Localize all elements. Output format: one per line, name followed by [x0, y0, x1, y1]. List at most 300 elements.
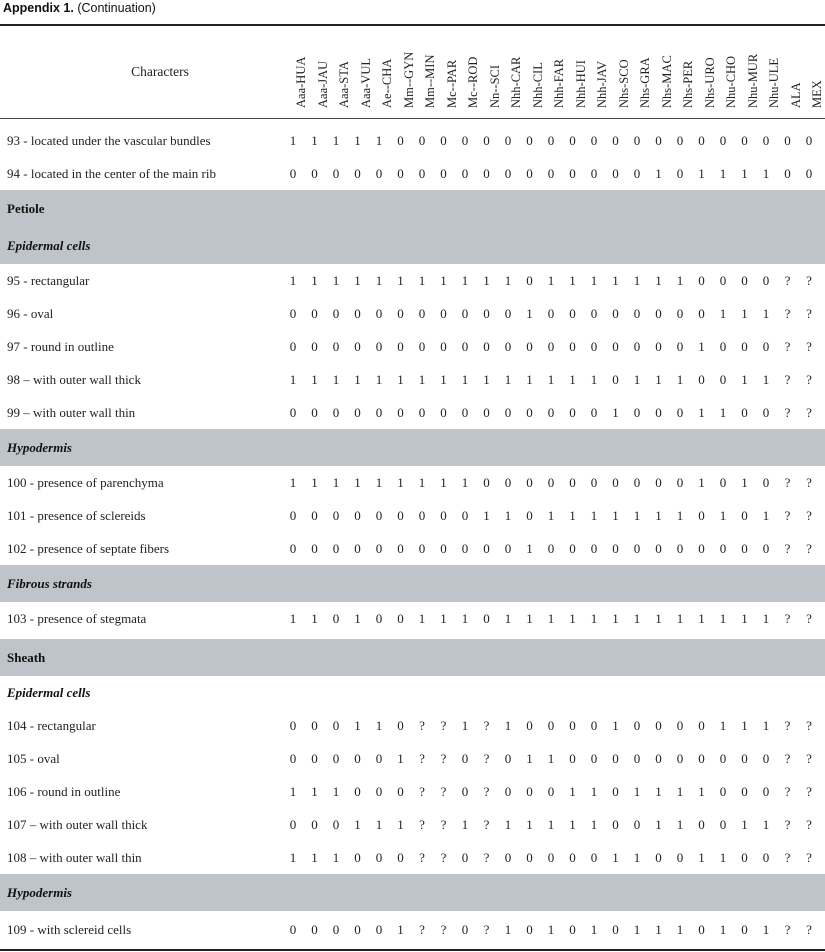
table-cell: 1 [397, 751, 404, 766]
table-cell: 0 [590, 718, 598, 733]
table-cell: 0 [354, 405, 361, 420]
table-cell: 0 [633, 133, 641, 148]
table-cell: 0 [655, 475, 662, 490]
table-bottom-rule [0, 949, 825, 951]
table-cell: 0 [633, 751, 641, 766]
table-cell: 0 [354, 508, 361, 523]
table-cell: 1 [332, 850, 340, 865]
table-cell: 0 [397, 133, 404, 148]
table-cell: 0 [569, 751, 576, 766]
table-cell: 1 [311, 133, 318, 148]
table-cell: 0 [741, 922, 748, 937]
table-cell: 0 [397, 611, 404, 626]
table-cell: 1 [418, 611, 426, 626]
table-cell: 1 [332, 372, 340, 387]
table-cell: 0 [504, 166, 512, 181]
table-cell: ? [806, 611, 812, 626]
table-cell: 1 [676, 372, 684, 387]
table-cell: 0 [676, 475, 684, 490]
table-cell: 0 [461, 541, 469, 556]
table-cell: 1 [397, 273, 404, 288]
table-cell: 0 [311, 817, 318, 832]
table-cell: 0 [332, 751, 340, 766]
table-cell: 0 [311, 405, 318, 420]
table-cell: 1 [418, 372, 426, 387]
table-cell: 1 [504, 817, 512, 832]
table-cell: 1 [461, 718, 469, 733]
table-cell: 0 [375, 405, 383, 420]
table-cell: 1 [762, 372, 770, 387]
table-cell: 1 [741, 306, 748, 321]
table-cell: 0 [332, 339, 340, 354]
table-cell: 1 [719, 166, 727, 181]
table-cell: 0 [397, 306, 404, 321]
table-cell: 1 [741, 718, 748, 733]
table-cell: 0 [483, 405, 490, 420]
table-cell: 0 [526, 166, 533, 181]
table-cell: 0 [461, 850, 469, 865]
table-cell: 0 [504, 475, 512, 490]
table-cell: 0 [762, 541, 770, 556]
section-band [0, 190, 825, 227]
table-cell: 0 [375, 850, 383, 865]
table-cell: ? [806, 541, 812, 556]
table-cell: 0 [741, 405, 748, 420]
table-cell: ? [784, 273, 791, 288]
table-row [0, 297, 825, 330]
table-cell: 0 [504, 541, 512, 556]
table-cell: 0 [504, 751, 512, 766]
table-cell: 1 [483, 508, 490, 523]
table-cell: ? [419, 922, 425, 937]
table-cell: 0 [354, 784, 361, 799]
table-cell: 0 [655, 850, 662, 865]
table-cell: ? [419, 817, 425, 832]
table-cell: 1 [418, 475, 426, 490]
table-cell: 1 [547, 508, 555, 523]
table-cell: 1 [354, 475, 361, 490]
table-cell: 1 [289, 273, 297, 288]
table-cell: 0 [526, 508, 533, 523]
table-cell: 0 [719, 817, 727, 832]
table-cell: 0 [418, 405, 426, 420]
table-cell: ? [784, 751, 791, 766]
table-cell: 0 [483, 541, 490, 556]
column-header: Mc--ROD [466, 56, 480, 108]
table-cell: 1 [289, 475, 297, 490]
table-cell: 1 [655, 922, 662, 937]
table-cell: 0 [397, 508, 404, 523]
table-cell: 1 [676, 817, 684, 832]
table-cell: 1 [698, 784, 705, 799]
table-caption [3, 1, 156, 17]
table-cell: 1 [676, 508, 684, 523]
caption-subtitle: (Continuation) [77, 1, 156, 15]
table-cell: 0 [440, 306, 447, 321]
table-cell: 0 [590, 475, 598, 490]
table-cell: 1 [590, 372, 598, 387]
table-cell: 1 [311, 475, 318, 490]
section-band [0, 429, 825, 466]
table-cell: 1 [698, 339, 705, 354]
table-cell: 0 [762, 273, 770, 288]
table-cell: 0 [311, 751, 318, 766]
table-cell: 0 [676, 541, 684, 556]
table-cell: 0 [612, 475, 619, 490]
table-cell: ? [806, 475, 812, 490]
table-cell: 0 [375, 166, 383, 181]
table-cell: 1 [461, 273, 469, 288]
character-label: 93 - located under the vascular bundles [7, 133, 211, 148]
table-cell: 0 [719, 541, 727, 556]
table-cell: ? [784, 817, 791, 832]
table-cell: 1 [569, 273, 576, 288]
column-header: Nhs-SCO [616, 59, 631, 108]
column-header: Nhs-PER [681, 60, 695, 108]
table-cell: 0 [719, 475, 727, 490]
table-cell: 1 [633, 372, 641, 387]
character-label: 97 - round in outline [7, 339, 114, 354]
table-cell: 0 [547, 850, 555, 865]
section-label: Hypodermis [7, 440, 72, 455]
table-cell: 1 [397, 817, 404, 832]
table-cell: 1 [289, 611, 297, 626]
table-cell: 0 [375, 611, 383, 626]
table-cell: 0 [676, 718, 684, 733]
table-cell: 0 [612, 166, 619, 181]
section-band [0, 565, 825, 602]
table-cell: 0 [332, 306, 340, 321]
table-row [0, 330, 825, 363]
section-band [0, 227, 825, 264]
caption-title: Appendix 1. [3, 1, 74, 15]
table-cell: 1 [612, 611, 619, 626]
table-cell: 1 [655, 372, 662, 387]
table-cell: 0 [698, 306, 705, 321]
table-cell: 0 [633, 817, 641, 832]
table-cell: 0 [332, 541, 340, 556]
table-cell: 0 [526, 339, 533, 354]
table-cell: 1 [440, 273, 447, 288]
table-cell: 0 [590, 541, 598, 556]
table-cell: 1 [440, 372, 447, 387]
table-cell: 0 [569, 475, 576, 490]
table-cell: 0 [741, 751, 748, 766]
table-row [0, 264, 825, 297]
table-cell: 0 [805, 166, 813, 181]
table-cell: 1 [440, 611, 447, 626]
table-cell: 0 [418, 339, 426, 354]
characters-column-header: Characters [131, 64, 189, 79]
table-cell: 1 [547, 372, 555, 387]
column-header: Aaa-HUA [294, 56, 308, 108]
table-cell: 0 [676, 751, 684, 766]
table-cell: 1 [311, 784, 318, 799]
subsection-label: Epidermal cells [7, 685, 91, 700]
table-cell: 1 [590, 508, 598, 523]
table-cell: ? [784, 372, 791, 387]
table-cell: ? [784, 339, 791, 354]
table-cell: 0 [762, 850, 770, 865]
character-label: 102 - presence of septate fibers [7, 541, 170, 556]
table-row [0, 841, 825, 874]
table-cell: 0 [719, 751, 727, 766]
table-cell: 0 [741, 273, 748, 288]
table-cell: 0 [418, 541, 426, 556]
column-header: ALA [788, 82, 803, 108]
table-cell: 1 [461, 817, 469, 832]
table-cell: 0 [483, 133, 490, 148]
table-cell: 1 [590, 817, 598, 832]
column-header: Mm--GYN [401, 51, 416, 108]
table-cell: 0 [311, 922, 318, 937]
table-cell: 1 [569, 611, 576, 626]
table-cell: ? [483, 817, 490, 832]
table-cell: 0 [461, 306, 469, 321]
table-cell: 0 [569, 850, 576, 865]
table-cell: 0 [719, 133, 727, 148]
table-cell: 0 [676, 850, 684, 865]
table-cell: 0 [311, 541, 318, 556]
table-cell: 0 [719, 372, 727, 387]
table-cell: 1 [698, 166, 705, 181]
table-cell: 1 [719, 405, 727, 420]
table-top-rule [0, 24, 825, 26]
table-cell: ? [806, 306, 812, 321]
table-cell: 1 [741, 475, 748, 490]
table-row [0, 157, 825, 190]
table-cell: 0 [440, 166, 447, 181]
table-cell: 1 [354, 372, 361, 387]
table-cell: 0 [483, 166, 490, 181]
table-cell: 0 [633, 306, 641, 321]
table-cell: 0 [569, 306, 576, 321]
table-cell: 0 [504, 784, 512, 799]
table-cell: 1 [440, 475, 447, 490]
table-cell: ? [806, 508, 812, 523]
table-cell: 0 [311, 718, 318, 733]
table-cell: 0 [289, 339, 297, 354]
table-cell: 0 [461, 922, 469, 937]
column-header: MEX [810, 80, 824, 108]
table-cell: 1 [612, 405, 619, 420]
table-cell: 0 [332, 166, 340, 181]
table-cell: 0 [547, 405, 555, 420]
table-cell: 1 [354, 718, 361, 733]
table-cell: 1 [741, 166, 748, 181]
table-cell: 0 [461, 784, 469, 799]
subsection-row [0, 676, 825, 709]
column-header: Nhh-CIL [530, 62, 545, 108]
table-cell: ? [806, 372, 812, 387]
table-cell: ? [483, 850, 490, 865]
table-cell: ? [419, 718, 425, 733]
table-cell: 1 [762, 922, 770, 937]
table-cell: ? [440, 850, 447, 865]
table-cell: 1 [547, 817, 555, 832]
table-cell: ? [784, 850, 791, 865]
table-cell: 0 [289, 541, 297, 556]
table-cell: 1 [483, 273, 490, 288]
table-cell: 0 [354, 306, 361, 321]
table-cell: 1 [655, 273, 662, 288]
table-cell: 0 [569, 133, 576, 148]
table-cell: 1 [762, 508, 770, 523]
table-row [0, 775, 825, 808]
table-cell: 0 [354, 751, 361, 766]
table-cell: 0 [590, 166, 598, 181]
table-cell: 1 [590, 922, 598, 937]
table-cell: 0 [418, 166, 426, 181]
table-cell: 0 [633, 541, 641, 556]
table-cell: 0 [633, 339, 641, 354]
table-cell: 0 [676, 405, 684, 420]
table-cell: 1 [504, 718, 512, 733]
table-cell: 0 [741, 339, 748, 354]
table-cell: 1 [612, 508, 619, 523]
table-cell: 0 [461, 166, 469, 181]
table-cell: 1 [418, 273, 426, 288]
table-cell: ? [806, 718, 812, 733]
table-cell: 0 [741, 133, 748, 148]
table-cell: 1 [332, 273, 340, 288]
table-cell: ? [806, 273, 812, 288]
table-cell: 0 [375, 922, 383, 937]
table-cell: 1 [655, 611, 662, 626]
table-cell: 1 [526, 751, 533, 766]
table-cell: 0 [698, 273, 705, 288]
table-cell: 1 [569, 817, 576, 832]
table-cell: 1 [676, 273, 684, 288]
table-cell: 0 [569, 405, 576, 420]
table-cell: 0 [375, 306, 383, 321]
table-cell: 1 [719, 922, 727, 937]
character-label: 109 - with sclereid cells [7, 922, 132, 937]
table-cell: 1 [633, 273, 641, 288]
table-cell: 0 [547, 339, 555, 354]
table-cell: 1 [569, 784, 576, 799]
table-cell: ? [483, 784, 490, 799]
table-row [0, 532, 825, 565]
character-label: 98 – with outer wall thick [7, 372, 141, 387]
table-cell: 1 [311, 850, 318, 865]
table-cell: 1 [569, 372, 576, 387]
table-cell: 0 [526, 475, 533, 490]
table-cell: ? [483, 718, 490, 733]
table-cell: 0 [311, 306, 318, 321]
table-cell: 1 [719, 611, 727, 626]
table-cell: 0 [289, 922, 297, 937]
table-cell: 0 [612, 306, 619, 321]
table-cell: 1 [741, 817, 748, 832]
table-cell: ? [440, 817, 447, 832]
table-cell: ? [806, 922, 812, 937]
table-cell: 0 [741, 508, 748, 523]
table-cell: 1 [354, 133, 361, 148]
section-label: Fibrous strands [7, 576, 92, 591]
table-cell: 0 [569, 166, 576, 181]
table-cell: 0 [741, 541, 748, 556]
table-cell: 0 [289, 166, 297, 181]
section-band [0, 639, 825, 676]
table-cell: 0 [633, 475, 641, 490]
table-cell: 0 [784, 166, 791, 181]
table-cell: 0 [590, 405, 598, 420]
table-cell: ? [419, 751, 425, 766]
table-cell: 1 [741, 611, 748, 626]
table-cell: ? [440, 922, 447, 937]
table-cell: 1 [332, 475, 340, 490]
table-cell: ? [784, 508, 791, 523]
table-cell: 1 [698, 475, 705, 490]
table-cell: 1 [526, 611, 533, 626]
table-cell: 1 [698, 611, 705, 626]
table-cell: 0 [655, 133, 662, 148]
table-cell: 0 [547, 475, 555, 490]
table-cell: 0 [526, 922, 533, 937]
column-header: Aaa-STA [337, 61, 351, 108]
table-cell: 0 [762, 475, 770, 490]
table-cell: 1 [719, 508, 727, 523]
table-cell: 0 [612, 817, 619, 832]
column-header: Nn--SCI [487, 64, 502, 108]
table-cell: 1 [311, 611, 318, 626]
table-cell: ? [419, 850, 425, 865]
table-cell: 1 [504, 611, 512, 626]
table-cell: 0 [375, 541, 383, 556]
table-cell: 0 [483, 339, 490, 354]
table-row [0, 363, 825, 396]
table-cell: 1 [633, 922, 641, 937]
column-header: Nhu-MUR [745, 53, 760, 108]
table-cell: 1 [375, 475, 383, 490]
column-header: Nhs-GRA [638, 57, 652, 108]
table-cell: 0 [805, 133, 813, 148]
table-cell: 0 [461, 508, 469, 523]
table-cell: 0 [375, 339, 383, 354]
table-cell: 0 [526, 718, 533, 733]
table-cell: 0 [547, 541, 555, 556]
table-cell: 0 [289, 306, 297, 321]
table-cell: 1 [655, 166, 662, 181]
table-cell: 1 [504, 273, 512, 288]
table-cell: 0 [655, 405, 662, 420]
table-cell: 0 [547, 306, 555, 321]
table-cell: ? [440, 751, 447, 766]
table-cell: 0 [698, 751, 705, 766]
table-cell: 0 [526, 405, 533, 420]
column-header: Nhs-MAC [659, 55, 674, 108]
table-cell: 0 [354, 166, 361, 181]
table-cell: 1 [504, 508, 512, 523]
table-cell: 1 [676, 611, 684, 626]
table-cell: 0 [311, 508, 318, 523]
table-cell: 0 [526, 850, 533, 865]
table-cell: 0 [676, 339, 684, 354]
table-cell: 1 [719, 306, 727, 321]
character-label: 106 - round in outline [7, 784, 121, 799]
table-cell: 0 [655, 339, 662, 354]
table-cell: 0 [547, 718, 555, 733]
table-cell: 0 [354, 850, 361, 865]
table-cell: 1 [590, 784, 598, 799]
table-cell: 0 [762, 133, 770, 148]
table-cell: 0 [569, 718, 576, 733]
table-cell: 0 [590, 339, 598, 354]
table-cell: 0 [633, 405, 641, 420]
column-header: Mc--PAR [444, 59, 459, 108]
table-cell: 0 [698, 922, 705, 937]
